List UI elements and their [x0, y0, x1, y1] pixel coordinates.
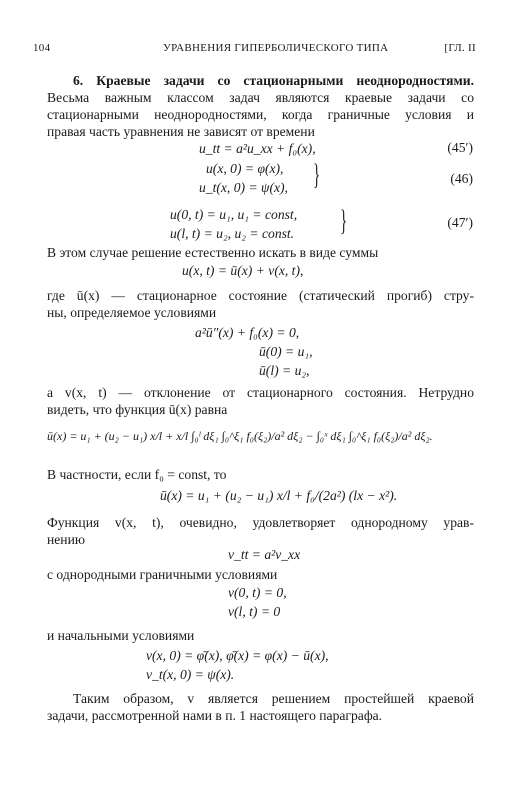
- paragraph-line: где ū(x) — стационарное состояние (статический прогиб) стру-: [47, 288, 474, 303]
- page-number: 104: [33, 42, 51, 54]
- paragraph-line: ны, определяемое условиями: [47, 305, 217, 320]
- equation-ubar-const: ū(x) = u₁ + (u₂ − u₁) x/l + f₀/(2a²) (lx − x²).: [160, 488, 398, 503]
- running-title: УРАВНЕНИЯ ГИПЕРБОЛИЧЕСКОГО ТИПА: [163, 42, 389, 54]
- equation-stationary-1: a²ū″(x) + f₀(x) = 0,: [195, 325, 300, 340]
- section-heading: 6. Краевые задачи со стационарными неоднородностями.: [73, 73, 474, 88]
- equation-v-wave: v_tt = a²v_xx: [228, 547, 301, 562]
- page-header: [33, 42, 476, 58]
- paragraph-line: Таким образом, v является решением простейшей краевой: [73, 691, 474, 706]
- equation-stationary-3: ū(l) = u₂,: [259, 363, 310, 378]
- paragraph-line: Весьма важным классом задач являются краевые задачи со: [47, 90, 474, 105]
- paragraph-line: видеть, что функция ū(x) равна: [47, 402, 228, 417]
- paragraph-line: В частности, если f₀ = const, то: [47, 467, 227, 482]
- equation-stationary-2: ū(0) = u₁,: [259, 344, 313, 359]
- paragraph-line: правая часть уравнения не зависят от времени: [47, 124, 315, 139]
- equation-45: u_tt = a²u_xx + f₀(x),: [199, 141, 316, 156]
- equation-number-45: (45′): [447, 140, 473, 155]
- equation-46-line2: u_t(x, 0) = ψ(x),: [199, 180, 288, 195]
- paragraph-line: и начальными условиями: [47, 628, 195, 643]
- equation-47-line1: u(0, t) = u₁, u₁ = const,: [170, 207, 298, 222]
- paragraph-line: задачи, рассмотренной нами в п. 1 настоящего параграфа.: [47, 708, 383, 723]
- paragraph-line: В этом случае решение естественно искать в виде суммы: [47, 245, 379, 260]
- equation-46-line1: u(x, 0) = φ(x),: [206, 161, 284, 176]
- brace: }: [313, 158, 321, 191]
- equation-v-initial-1: v(x, 0) = φ̄(x), φ̄(x) = φ(x) − ū(x),: [146, 648, 329, 663]
- paragraph-line: а v(x, t) — отклонение от стационарного состояния. Нетрудно: [47, 385, 474, 400]
- paragraph-line: нению: [47, 532, 86, 547]
- paragraph-line: стационарными неоднородностями, когда граничные условия и: [47, 107, 474, 122]
- equation-number-46: (46): [450, 171, 473, 186]
- equation-v-boundary-1: v(0, t) = 0,: [228, 585, 287, 600]
- equation-number-47: (47′): [447, 215, 473, 230]
- chapter-label: [ГЛ. II: [444, 42, 476, 54]
- equation-47-line2: u(l, t) = u₂, u₂ = const.: [170, 226, 295, 241]
- equation-v-boundary-2: v(l, t) = 0: [228, 604, 281, 619]
- equation-ubar-general: ū(x) = u₁ + (u₂ − u₁) x/l + x/l ∫₀ˡ dξ₁ ∫₀^ξ₁ f₀(ξ₂)/a² dξ₂ − ∫₀ˣ dξ₁ ∫₀^ξ₁ f₀(ξ₂)/a² dξ₂.: [47, 429, 433, 443]
- paragraph-line: Функция v(x, t), очевидно, удовлетворяет однородному урав-: [47, 515, 474, 530]
- paragraph-line: с однородными граничными условиями: [47, 567, 278, 582]
- equation-sum: u(x, t) = ū(x) + v(x, t),: [182, 263, 304, 278]
- brace: }: [340, 204, 348, 237]
- equation-v-initial-2: v_t(x, 0) = ψ(x).: [146, 667, 235, 682]
